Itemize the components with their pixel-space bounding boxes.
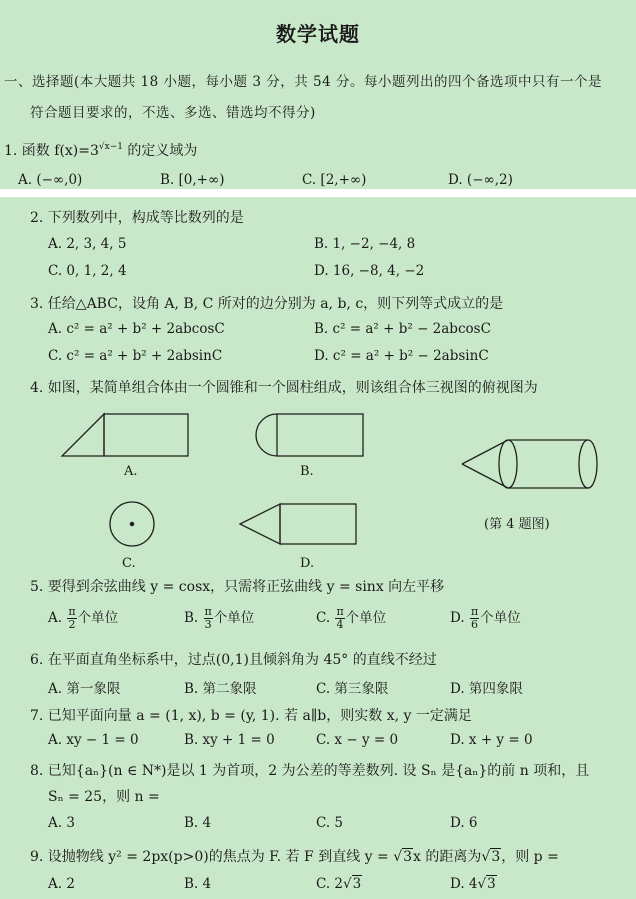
q8-option-c[interactable]: C. 5	[316, 815, 344, 831]
q7-option-b[interactable]: B. xy + 1 = 0	[184, 732, 275, 748]
q9-stem-text: 9. 设抛物线 y² = 2px(p>0)的焦点为 F. 若 F 到直线 y =	[30, 849, 394, 865]
q5-option-b-fraction	[204, 606, 213, 631]
q5-option-d-label: D.	[450, 610, 465, 626]
q5-option-d-fraction	[470, 606, 479, 631]
q5-option-b[interactable]	[184, 606, 254, 631]
q8-option-b[interactable]: B. 4	[184, 815, 212, 831]
sqrt-sign: √	[393, 849, 403, 865]
q9-sqrt-radicand-1: 3	[403, 849, 413, 865]
q4-figure-a	[60, 410, 190, 460]
q1-option-d[interactable]: D. (−∞,2)	[448, 172, 513, 188]
q4-label-a[interactable]: A.	[124, 464, 138, 479]
q9-option-c[interactable]	[316, 876, 362, 892]
q1-option-a[interactable]: A. (−∞,0)	[18, 172, 83, 188]
q5-unit: 个单位	[213, 610, 255, 626]
q9-option-d[interactable]	[450, 876, 497, 892]
q9-stem-tail: ，则 p =	[501, 849, 559, 865]
page-title: 数学试题	[276, 22, 360, 46]
q1-exponent: √x−1	[98, 142, 123, 152]
q7-option-d[interactable]: D. x + y = 0	[450, 732, 533, 748]
q5-unit: 个单位	[480, 610, 521, 626]
q5-option-a[interactable]	[48, 606, 118, 631]
fraction-numerator: π	[470, 605, 479, 618]
q6-option-c[interactable]: C. 第三象限	[316, 681, 389, 697]
q8-option-d[interactable]: D. 6	[450, 815, 478, 831]
fraction-denominator: 4	[336, 618, 344, 631]
fraction-denominator: 2	[68, 618, 76, 631]
q4-figure-caption: (第 4 题图)	[484, 517, 550, 532]
q7-stem: 7. 已知平面向量 a = (1, x), b = (y, 1). 若 a∥b，则实数 x, y 一定满足	[30, 708, 472, 724]
q5-option-c-label: C.	[316, 610, 331, 626]
q5-unit: 个单位	[77, 610, 119, 626]
q4-figure-b	[255, 410, 365, 460]
q1-stem-text: 1. 函数 f(x)=3	[4, 143, 99, 159]
q5-option-d[interactable]	[450, 606, 521, 631]
q4-main-figure	[458, 430, 608, 500]
sqrt-sign: √	[477, 876, 487, 892]
q4-stem: 4. 如图，某简单组合体由一个圆锥和一个圆柱组成，则该组合体三视图的俯视图为	[30, 380, 538, 396]
q3-option-b[interactable]: B. c² = a² + b² − 2abcosC	[314, 321, 491, 337]
q9-option-c-radicand: 3	[352, 876, 362, 892]
q5-option-c[interactable]	[316, 606, 386, 631]
q2-option-b[interactable]: B. 1, −2, −4, 8	[314, 236, 416, 252]
q9-stem-middle: x 的距离为	[413, 849, 482, 865]
q6-option-d[interactable]: D. 第四象限	[450, 681, 523, 697]
q5-option-c-fraction	[335, 606, 344, 631]
fraction-numerator: π	[204, 605, 212, 618]
q5-stem: 5. 要得到余弦曲线 y = cosx，只需将正弦曲线 y = sinx 向左平移	[30, 579, 445, 595]
q4-figure-c	[108, 500, 158, 550]
q2-option-a[interactable]: A. 2, 3, 4, 5	[48, 236, 127, 252]
q7-option-a[interactable]: A. xy − 1 = 0	[48, 732, 139, 748]
q9-option-d-text: D. 4	[450, 876, 478, 892]
sqrt-sign: √	[481, 849, 491, 865]
q1-stem-tail: 的定义域为	[122, 143, 198, 159]
q1-option-b[interactable]: B. [0,+∞)	[160, 172, 225, 188]
q5-option-b-label: B.	[184, 610, 199, 626]
q9-stem	[30, 846, 559, 866]
page-separator	[0, 189, 636, 197]
q1-option-c[interactable]: C. [2,+∞)	[302, 172, 367, 188]
q8-option-a[interactable]: A. 3	[48, 815, 75, 831]
q2-option-c[interactable]: C. 0, 1, 2, 4	[48, 263, 127, 279]
q4-label-c[interactable]: C.	[122, 556, 136, 571]
q3-stem: 3. 任给△ABC，设角 A, B, C 所对的边分别为 a, b, c，则下列等式成立的是	[30, 296, 504, 312]
q9-option-a[interactable]: A. 2	[48, 876, 75, 892]
section-instructions-line2: 符合题目要求的，不选、多选、错选均不得分)	[30, 105, 316, 121]
q6-stem: 6. 在平面直角坐标系中，过点(0,1)且倾斜角为 45° 的直线不经过	[30, 652, 437, 668]
q8-stem-line1: 8. 已知{aₙ}(n ∈ N*)是以 1 为首项，2 为公差的等差数列. 设 Sₙ 是{aₙ}的前 n 项和，且	[30, 763, 590, 779]
q9-option-d-radicand: 3	[487, 876, 496, 892]
q7-option-c[interactable]: C. x − y = 0	[316, 732, 399, 748]
fraction-numerator: π	[336, 605, 344, 618]
q2-stem: 2. 下列数列中，构成等比数列的是	[30, 210, 244, 226]
q6-option-b[interactable]: B. 第二象限	[184, 681, 257, 697]
q2-option-d[interactable]: D. 16, −8, 4, −2	[314, 263, 425, 279]
q3-option-a[interactable]: A. c² = a² + b² + 2abcosC	[48, 321, 225, 337]
q5-option-a-label: A.	[48, 610, 63, 626]
section-instructions-line1: 一、选择题(本大题共 18 小题，每小题 3 分，共 54 分。每小题列出的四个备选项中只有一个是	[4, 74, 602, 90]
q4-label-b[interactable]: B.	[300, 464, 314, 479]
q6-option-a[interactable]: A. 第一象限	[48, 681, 121, 697]
q9-sqrt-radicand-2: 3	[491, 849, 501, 865]
fraction-numerator: π	[68, 605, 76, 618]
q9-option-b[interactable]: B. 4	[184, 876, 212, 892]
q3-option-c[interactable]: C. c² = a² + b² + 2absinC	[48, 348, 223, 364]
q5-option-a-fraction	[67, 606, 76, 631]
q4-label-d[interactable]: D.	[300, 556, 315, 571]
q4-figure-d	[238, 500, 358, 550]
q8-stem-line2: Sₙ = 25，则 n =	[48, 789, 160, 805]
q5-unit: 个单位	[345, 610, 387, 626]
q1-stem	[4, 140, 197, 160]
fraction-denominator: 6	[471, 618, 479, 631]
sqrt-sign: √	[343, 876, 352, 892]
q9-option-c-text: C. 2	[316, 876, 344, 892]
fraction-denominator: 3	[204, 618, 212, 631]
q3-option-d[interactable]: D. c² = a² + b² − 2absinC	[314, 348, 489, 364]
